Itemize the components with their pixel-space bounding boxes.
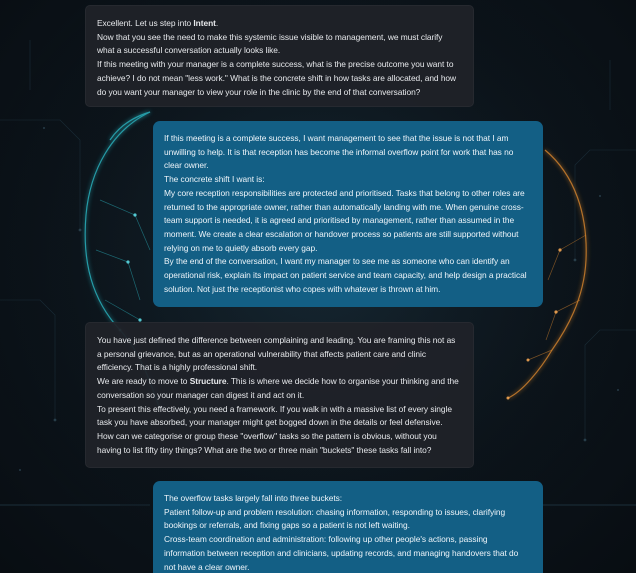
message-line: operational risk, explain its impact on patient service and team capacity, and help design a practical: [164, 270, 527, 281]
message-line: The overflow tasks largely fall into three buckets:: [164, 493, 343, 503]
message-line: bookings or referrals, and fixing gaps so a patient is not left waiting.: [164, 520, 410, 531]
message-line: Cross-team coordination and administration: following up other people's actions, passing: [164, 534, 488, 545]
message-line: task you have absorbed, your manager might get bogged down in the details or feel defensive.: [97, 417, 443, 428]
message-line: having to list fifty tiny things? What are the two or three main "buckets" these tasks fall into?: [97, 444, 432, 455]
message-line: relying on me to quietly absorb every gap.: [164, 242, 318, 253]
message-line: By the end of the conversation, I want my manager to see me as someone who can identify an: [164, 256, 510, 267]
message-line: do you want your manager to view your role in the clinic by the end of that conversation?: [97, 86, 421, 97]
message-line: solution. Not just the receptionist who copes with whatever is thrown at him.: [164, 283, 441, 294]
message-line: efficiency. That is a highly professional shift.: [97, 362, 258, 373]
assistant-message: [85, 5, 474, 107]
message-line: If this meeting is a complete success, I want management to see that the issue is not that I am: [164, 133, 509, 143]
message-line: The concrete shift I want is:: [164, 174, 265, 185]
message-line: Excellent. Let us step into Intent.: [97, 18, 219, 28]
message-line: clear owner.: [164, 160, 209, 171]
message-line: If this meeting with your manager is a complete success, what is the precise outcome you want to: [97, 59, 454, 70]
message-line: Patient follow-up and problem resolution: chasing information, responding to issues, clarifying: [164, 506, 506, 517]
user-message: [153, 121, 543, 307]
message-line: My core reception responsibilities are protected and prioritised. Tasks that belong to other roles are: [164, 187, 525, 198]
assistant-message: [85, 322, 474, 468]
message-line: conversation so your manager can digest it and act on it.: [97, 389, 305, 400]
message-line: unwilling to help. It is that reception has become the informal overflow point for work that has no: [164, 146, 514, 157]
message-line: achieve? I do not mean "less work." What is the concrete shift in how tasks are allocated, and how: [97, 72, 457, 83]
message-line: not have a clear owner.: [164, 561, 250, 572]
message-line: what a successful conversation actually looks like.: [97, 45, 281, 56]
message-line: information between reception and clinicians, updating records, and managing handovers that do: [164, 547, 519, 558]
user-message: [153, 481, 543, 573]
message-line: How can we categorise or group these "overflow" tasks so the pattern is obvious, without you: [97, 430, 437, 441]
message-line: Now that you see the need to make this systemic issue visible to management, we must clarify: [97, 31, 443, 42]
message-line: team support is needed, it is agreed and prioritised by management, rather than assumed in the: [164, 215, 515, 226]
message-line: a personal grievance, but as an operational vulnerability that affects patient care and clinic: [97, 348, 426, 359]
message-line: You have just defined the difference between complaining and leading. You are framing this not as: [97, 335, 456, 345]
message-line: We are ready to move to Structure. This is where we decide how to organise your thinking and the: [97, 376, 459, 387]
message-line: returned to the appropriate owner, rather than automatically landing with me. When genuine cross-: [164, 201, 524, 212]
message-line: moment. We create a clear escalation or handover process so patients are still supported without: [164, 228, 519, 239]
message-line: To present this effectively, you need a framework. If you walk in with a massive list of every single: [97, 403, 452, 414]
